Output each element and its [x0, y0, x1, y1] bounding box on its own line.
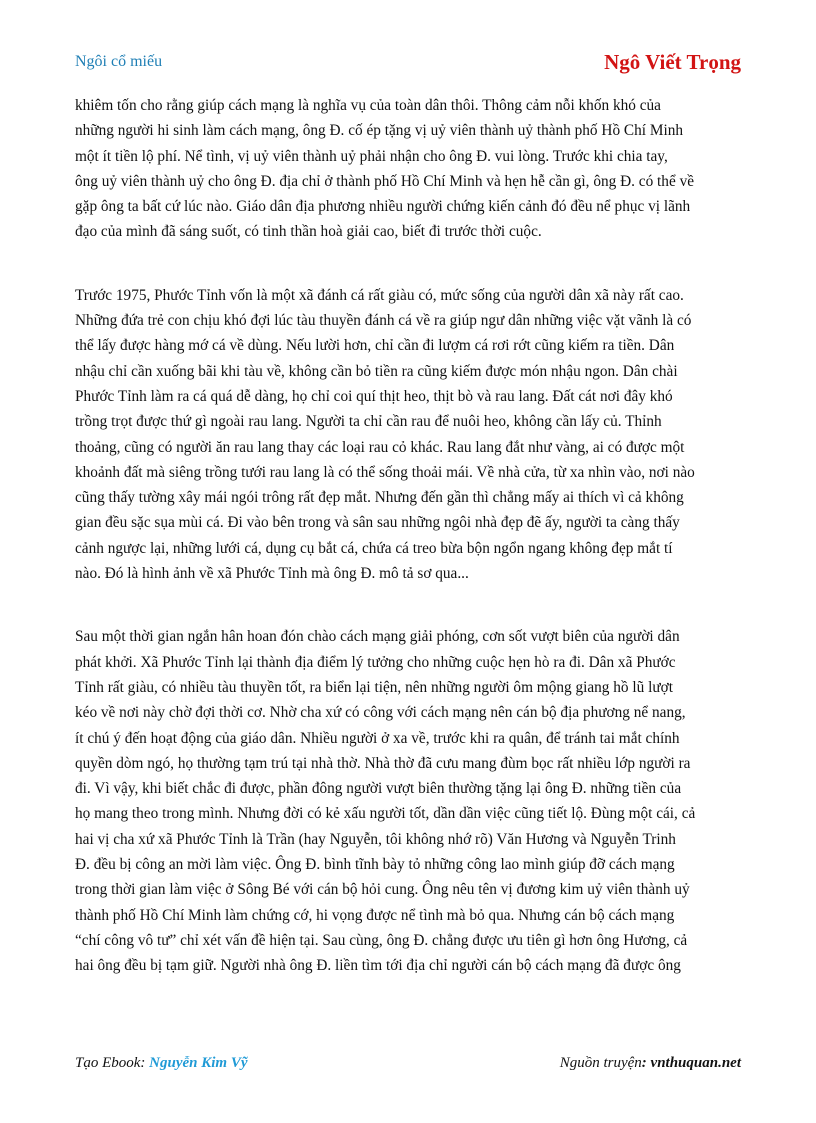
text-line: họ mang theo trong mình. Nhưng đời có kẻ xấu người tốt, dần dần việc cũng tiết lộ. Đùng một cái, cả — [75, 805, 696, 823]
ebook-credit — [75, 1055, 248, 1072]
text-line: Đ. đều bị công an mời làm việc. Ông Đ. bình tĩnh bày tỏ những công lao mình giúp đỡ cách mạng — [75, 856, 675, 874]
text-line: phát khởi. Xã Phước Tỉnh lại thành địa điểm lý tưởng cho những cuộc hẹn hò ra đi. Dân xã Phước — [75, 653, 676, 671]
text-line: hai ông đều bị tạm giữ. Người nhà ông Đ. liền tìm tới địa chỉ người cán bộ cách mạng đã được ông — [75, 957, 681, 975]
text-line: nhậu chỉ cần xuống bãi khi tàu về, không cần bỏ tiền ra cũng kiếm được món nhậu ngon. Dân chài — [75, 362, 678, 380]
book-title: Ngôi cổ miếu — [75, 53, 163, 70]
text-line: đi. Vì vậy, khi biết chắc đi được, phần đông người vượt biên thường tặng lại ông Đ. những tiền của — [75, 780, 682, 798]
text-line: trồng trọt được thứ gì ngoài rau lang. Người ta chỉ cần rau để nuôi heo, không cần lấy củ. Thỉnh — [75, 413, 662, 431]
text-line: gặp ông ta bất cứ lúc nào. Giáo dân địa phương nhiều người chứng kiến cảnh đó đều nể phục vị lãnh — [75, 198, 691, 216]
text-line: hai vị cha xứ xã Phước Tỉnh là Trần (hay Nguyễn, tôi không nhớ rõ) Văn Hương và Nguyễn Trinh — [75, 830, 676, 848]
text-line: thành phố Hồ Chí Minh làm chứng cớ, hi vọng được nể tình mà bỏ qua. Nhưng cán bộ cách mạng — [75, 906, 675, 924]
credit-label: Tạo Ebook — [75, 1055, 141, 1071]
text-line: Sau một thời gian ngắn hân hoan đón chào cách mạng giải phóng, cơn sốt vượt biên của người dân — [75, 628, 680, 646]
text-line: gian đều sặc sụa mùi cá. Đi vào bên trong và sân sau những ngôi nhà đẹp đẽ ấy, người ta càng thấy — [75, 514, 680, 532]
source-site: vnthuquan.net — [650, 1055, 741, 1071]
source-label: Nguồn truyện — [559, 1055, 642, 1071]
text-line: ông uỷ viên thành uỷ cho ông Đ. địa chỉ ở thành phố Hồ Chí Minh và hẹn hễ cần gì, ông Đ. có thể về — [75, 172, 695, 190]
text-line: kéo về nơi này chờ đợi thời cơ. Nhờ cha xứ có công với cách mạng nên cán bộ địa phương nể nang, — [75, 704, 686, 722]
text-line: Những đứa trẻ con chịu khó đợi lúc tàu thuyền đánh cá về ra giúp ngư dân những việc vặt vãnh là có — [75, 312, 692, 330]
text-line: khiêm tốn cho rằng giúp cách mạng là nghĩa vụ của toàn dân thôi. Thông cảm nỗi khốn khó của — [75, 97, 661, 114]
text-line: những người hi sinh làm cách mạng, ông Đ. cố ép tặng vị uỷ viên thành uỷ thành phố Hồ Chí Minh — [75, 122, 683, 140]
page-header — [75, 50, 741, 78]
text-line: thoảng, cũng có người ăn rau lang thay các loại rau cỏ khác. Rau lang đắt như vàng, ai có được một — [75, 438, 685, 456]
page-body — [75, 93, 743, 1017]
text-line: cũng thấy tường xây mái ngói trông rất đẹp mắt. Nhưng đến gần thì chẳng mấy ai thích vì cả không — [75, 489, 684, 507]
text-line: “chí công vô tư” chỉ xét vấn đề hiện tại. Sau cùng, ông Đ. chẳng được ưu tiên gì hơn ông Hương, cả — [75, 931, 688, 949]
paragraph — [75, 93, 743, 245]
text-line: ít chú ý đến hoạt động của giáo dân. Nhiều người ở xa về, trước khi ra quân, để tránh tai mắt chính — [75, 729, 680, 747]
text-line: Tỉnh rất giàu, có nhiều tàu thuyền tốt, ra biển lại tiện, nên những người ôm mộng giang hồ lũ lượt — [75, 678, 674, 696]
text-line: cảnh ngược lại, những lưới cá, dụng cụ bắt cá, chứa cá treo bừa bộn ngổn ngang không đẹp mắt tí — [75, 539, 673, 557]
text-line: Trước 1975, Phước Tỉnh vốn là một xã đánh cá rất giàu có, mức sống của người dân xã này rất cao. — [75, 286, 684, 304]
credit-separator: : — [140, 1055, 150, 1071]
text-line: trong thời gian làm việc ở Sông Bé với cán bộ hỏi cung. Ông nêu tên vị đương kim uỷ viên thành uỷ — [75, 881, 690, 899]
text-line: khoảnh đất mà siêng trồng tưới rau lang là có thể sống thoải mái. Về nhà cửa, từ xa nhìn vào, nơi nào — [75, 463, 695, 481]
text-line: nào. Đó là hình ảnh về xã Phước Tỉnh mà ông Đ. mô tả sơ qua... — [75, 565, 469, 583]
text-line: quyền dòm ngó, họ thường tạm trú tại nhà thờ. Nhà thờ đã cưu mang đùm bọc rất nhiều lớp người ra — [75, 754, 691, 772]
text-line: đạo của mình đã sáng suốt, có tinh thần hoà giải cao, biết đi trước thời cuộc. — [75, 223, 542, 241]
source-separator: : — [641, 1055, 651, 1071]
paragraph — [75, 283, 743, 587]
page-footer — [75, 1055, 741, 1077]
text-line: một ít tiền lộ phí. Nể tình, vị uỷ viên thành uỷ phải nhận cho ông Đ. vui lòng. Trước khi chia tay, — [75, 147, 668, 165]
text-line: thể lấy được hàng mớ cá về dùng. Nếu lười hơn, chỉ cần đi lượm cá rơi rớt cũng kiếm ra tiền. Dân — [75, 337, 675, 355]
author-name: Ngô Viết Trọng — [604, 50, 741, 74]
paragraph — [75, 624, 743, 978]
credit-name: Nguyễn Kim Vỹ — [149, 1055, 248, 1071]
text-line: Phước Tỉnh làm ra cá quá dễ dàng, họ chỉ coi quí thịt heo, thịt bò và rau lang. Đất cát nơi đây khó — [75, 387, 673, 405]
source-credit — [560, 1055, 741, 1072]
